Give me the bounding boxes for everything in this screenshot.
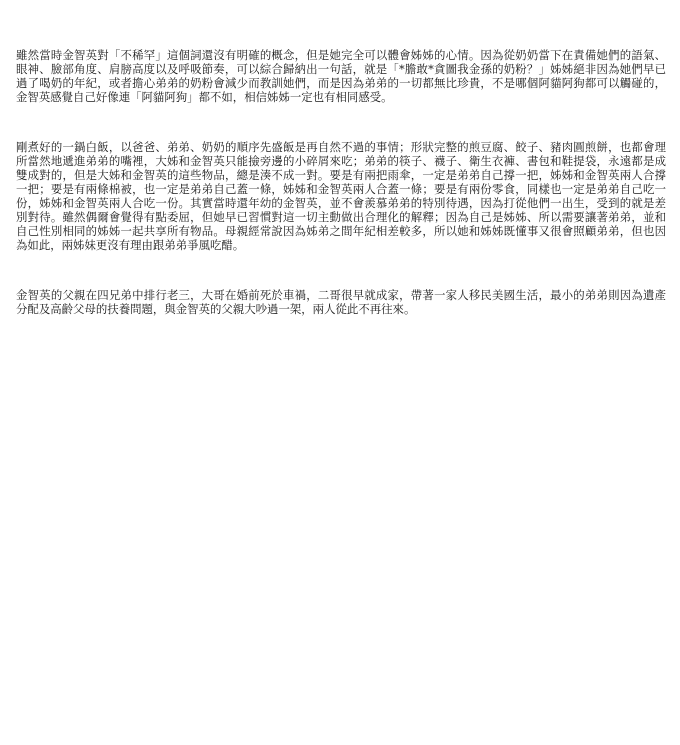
paragraph-1: 雖然當時金智英對「不稀罕」這個詞還沒有明確的概念，但是她完全可以體會姊姊的心情。因為從奶奶當下在責備她們的語氣、眼神、臉部角度、肩膀高度以及呼吸節奏，可以綜合歸納出一句話，就是「*膽敢*貪圖我金孫的奶粉？」姊姊絕非因為她們早已過了喝奶的年紀，或者擔心弟弟的奶粉會減少而教訓她們，而是因為弟弟的一切都無比珍貴，不是哪個阿貓阿狗都可以觸碰的，金智英感覺自己好像連「阿貓阿狗」都不如，相信姊姊一定也有相同感受。 xyxy=(16,48,666,104)
paragraph-2: 剛煮好的一鍋白飯，以爸爸、弟弟、奶奶的順序先盛飯是再自然不過的事情；形狀完整的煎豆腐、餃子、豬肉圓煎餅，也都會理所當然地遞進弟弟的嘴裡，大姊和金智英只能撿旁邊的小碎屑來吃；弟弟的筷子、襪子、衛生衣褲、書包和鞋提袋，永遠都是成雙成對的，但是大姊和金智英的這些物品，總是湊不成一對。要是有兩把雨傘，一定是弟弟自己撐一把，姊姊和金智英兩人合撐一把；要是有兩條棉被，也一定是弟弟自己蓋一條，姊姊和金智英兩人合蓋一條；要是有兩份零食，同樣也一定是弟弟自己吃一份，姊姊和金智英兩人合吃一份。其實當時還年幼的金智英，並不會羨慕弟弟的特別待遇，因為打從他們一出生，受到的就是差別對待。雖然偶爾會覺得有點委屈，但她早已習慣對這一切主動做出合理化的解釋；因為自己是姊姊、所以需要讓著弟弟，並和自己性別相同的姊姊一起共享所有物品。母親經常說因為姊弟之間年紀相差較多，所以她和姊姊既懂事又很會照顧弟弟，但也因為如此，兩姊妹更沒有理由跟弟弟爭風吃醋。 xyxy=(16,140,666,252)
paragraph-3: 金智英的父親在四兄弟中排行老三，大哥在婚前死於車禍，二哥很早就成家，帶著一家人移民美國生活，最小的弟弟則因為遺產分配及高齡父母的扶養問題，與金智英的父親大吵過一架，兩人從此不再往來。 xyxy=(16,288,666,316)
